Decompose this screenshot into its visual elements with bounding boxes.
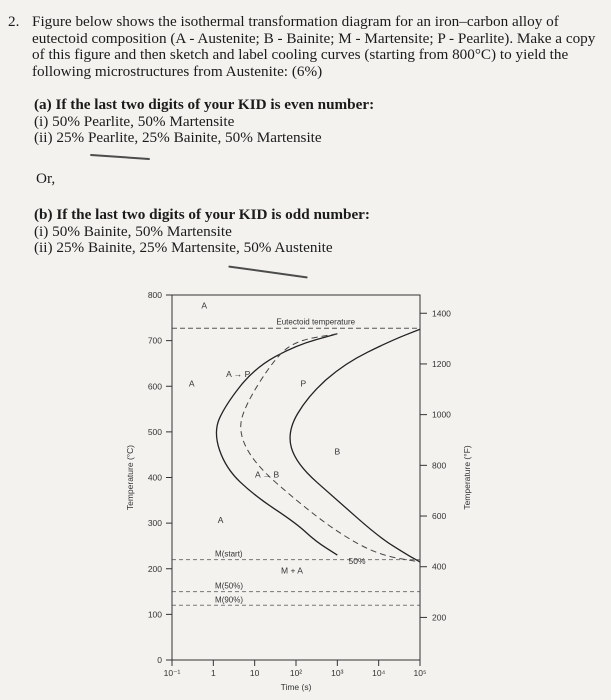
x-tick-label: 10⁵ bbox=[413, 668, 427, 678]
m-start-line-label: M(start) bbox=[215, 549, 243, 559]
y2-tick-label: 1200 bbox=[432, 358, 451, 369]
y-tick-label: 300 bbox=[147, 518, 162, 529]
x-tick-label: 10² bbox=[289, 668, 303, 678]
m90-line-label: M(90%) bbox=[215, 595, 244, 605]
pen-mark bbox=[90, 154, 150, 160]
chart-grid bbox=[172, 328, 420, 605]
y2-tick-label: 800 bbox=[432, 460, 447, 471]
part-a-item-2: (ii) 25% Pearlite, 25% Bainite, 50% Martensite bbox=[34, 129, 322, 146]
label-a-to-b: A → B bbox=[255, 469, 280, 480]
y-tick-label: 500 bbox=[147, 426, 162, 437]
y-tick-label: 200 bbox=[147, 563, 162, 574]
x-axis-title: Time (s) bbox=[280, 682, 312, 692]
x-tick-label: 10³ bbox=[331, 668, 344, 678]
part-a-heading: (a) If the last two digits of your KID is even number: bbox=[34, 96, 375, 113]
y2-tick-label: 1400 bbox=[432, 308, 451, 319]
y-tick-label: 600 bbox=[147, 381, 162, 392]
label-a-to-p: A → P bbox=[226, 369, 251, 380]
curve-2 bbox=[290, 329, 420, 562]
label-austenite-left: A bbox=[188, 378, 195, 389]
y-axis-title-right: Temperature (°F) bbox=[462, 445, 472, 510]
ttt-diagram bbox=[0, 265, 611, 700]
part-a bbox=[34, 97, 374, 147]
part-b-item-2: (ii) 25% Bainite, 25% Martensite, 50% Austenite bbox=[34, 239, 333, 256]
curve-1 bbox=[241, 334, 420, 562]
chart-curves bbox=[216, 329, 420, 562]
or-text: Or, bbox=[36, 170, 56, 187]
question-number: 2. bbox=[8, 13, 20, 30]
x-tick-label: 10 bbox=[249, 668, 260, 678]
part-b bbox=[34, 207, 370, 257]
y2-tick-label: 600 bbox=[432, 511, 447, 522]
y-tick-label: 100 bbox=[147, 609, 162, 620]
y-tick-label: 400 bbox=[147, 472, 162, 483]
y2-tick-label: 400 bbox=[432, 561, 447, 572]
curve-0 bbox=[216, 334, 337, 555]
label-bainite: B bbox=[334, 446, 341, 457]
label-m-plus-a: M + A bbox=[281, 565, 303, 576]
question-block bbox=[8, 14, 604, 80]
part-a-item-1: (i) 50% Pearlite, 50% Martensite bbox=[34, 112, 235, 130]
label-austenite-top: A bbox=[201, 300, 207, 311]
y-tick-label: 700 bbox=[147, 335, 162, 346]
label-austenite-bottom: A bbox=[217, 515, 224, 526]
label-pearlite: P bbox=[300, 378, 307, 389]
x-tick-label: 1 bbox=[210, 668, 216, 678]
x-tick-label: 10⁻¹ bbox=[163, 668, 181, 678]
x-tick-label: 10⁴ bbox=[372, 668, 386, 678]
y-tick-label: 0 bbox=[157, 655, 162, 665]
y2-tick-label: 200 bbox=[432, 612, 447, 623]
part-b-heading: (b) If the last two digits of your KID is odd number: bbox=[34, 206, 370, 223]
eutectoid-label: Eutectoid temperature bbox=[276, 317, 356, 327]
label-50-percent: 50% bbox=[348, 556, 366, 567]
chart-axes bbox=[148, 290, 451, 678]
y-axis-title-left: Temperature (°C) bbox=[125, 444, 135, 511]
m50-line-label: M(50%) bbox=[215, 581, 244, 591]
question-text: Figure below shows the isothermal transformation diagram for an iron–carbon alloy of eutectoid composition (A - Austenite; B - Bainite; M - Martensite; P - Pearlite). Make a copy of this figure and then sketch and label cooling curves (starting from 800°C) to yield the following microstructures from Austenite: (6%) bbox=[32, 13, 596, 80]
y-tick-label: 800 bbox=[147, 290, 162, 300]
y2-tick-label: 1000 bbox=[432, 409, 451, 420]
part-b-item-1: (i) 50% Bainite, 50% Martensite bbox=[34, 222, 232, 240]
